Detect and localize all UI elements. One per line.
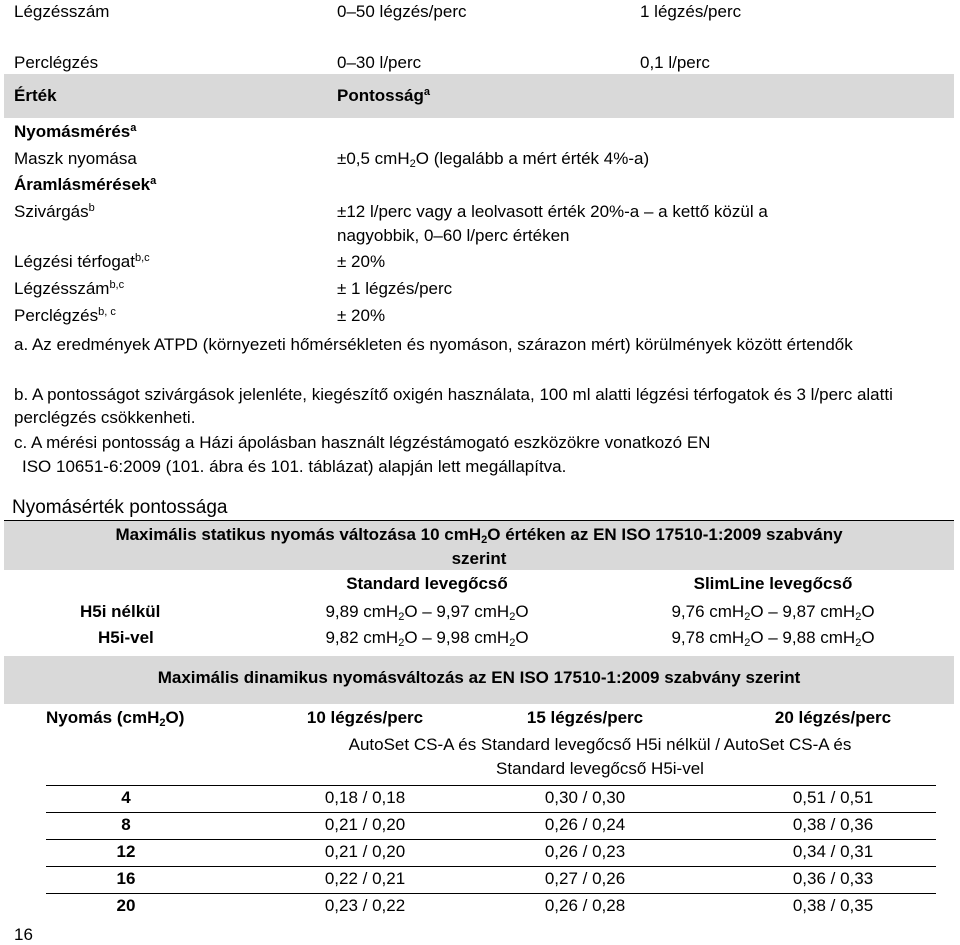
dynamic-cell-p: 4 (121, 788, 131, 807)
col-standard-tube: Standard levegőcső (346, 574, 508, 593)
row-rule (46, 866, 936, 867)
row-rule (46, 812, 936, 813)
dynamic-cell-v10: 0,22 / 0,21 (324, 869, 406, 888)
page-number: 16 (14, 925, 33, 944)
row-respiratory-rate-label: Légzésszám (14, 2, 110, 21)
dynamic-cell-v15: 0,26 / 0,24 (544, 815, 626, 834)
static-row-slimline-value: 9,78 cmH$_2$O – 9,88 cmH$_2$O (671, 628, 875, 649)
static-row-standard-value: 9,89 cmH$_2$O – 9,97 cmH$_2$O (325, 602, 529, 623)
dynamic-cell-p: 16 (116, 869, 136, 888)
accuracy-header-bar (4, 74, 954, 118)
dynamic-subtitle-line1: AutoSet CS-A és Standard levegőcső H5i nélkül / AutoSet CS-A és (348, 735, 852, 754)
static-row-standard-value: 9,82 cmH$_2$O – 9,98 cmH$_2$O (325, 628, 529, 649)
row-minute-ventilation-resolution: 0,1 l/perc (640, 53, 710, 72)
rr-accuracy-value: ± 1 légzés/perc (337, 279, 453, 298)
dynamic-cell-p: 20 (116, 896, 136, 915)
row-respiratory-rate-resolution: 1 légzés/perc (640, 2, 742, 21)
mv-accuracy-label: Perclégzés$^{b, c}$ (14, 306, 116, 325)
mv-accuracy-value: ± 20% (337, 306, 386, 325)
static-row-label: H5i-vel (98, 628, 154, 647)
accuracy-header-value: Érték (14, 86, 57, 105)
leak-value-line2: nagyobbik, 0–60 l/perc értéken (337, 226, 570, 245)
dynamic-subtitle-line2: Standard levegőcső H5i-vel (496, 759, 704, 778)
mask-pressure-label: Maszk nyomása (14, 149, 137, 168)
dynamic-cell-v20: 0,51 / 0,51 (792, 788, 874, 807)
dynamic-cell-v15: 0,30 / 0,30 (544, 788, 626, 807)
col-10-bpm: 10 légzés/perc (306, 708, 424, 727)
pressure-measurement-title: Nyomásmérés$^a$ (14, 122, 137, 141)
row-rule (46, 839, 936, 840)
dynamic-title: Maximális dinamikus nyomásváltozás az EN ISO 17510-1:2009 szabvány szerint (157, 668, 801, 687)
footnote-a: a. Az eredmények ATPD (környezeti hőmérsékleten és nyomáson, szárazon mért) körülmények között értendők (14, 335, 853, 354)
dynamic-cell-p: 8 (121, 815, 131, 834)
static-row-label: H5i nélkül (80, 602, 161, 621)
static-top-rule (4, 520, 954, 521)
leak-value-line1: ±12 l/perc vagy a leolvasott érték 20%-a – a kettő közül a (337, 202, 768, 221)
footnote-c-line2: ISO 10651-6:2009 (101. ábra és 101. táblázat) alapján lett megállapítva. (22, 457, 567, 476)
footnote-c-line1: c. A mérési pontosság a Házi ápolásban használt légzéstámogató eszközökre vonatkozó EN (14, 433, 711, 452)
mask-pressure-value: ±0,5 cmH$_2$O (legalább a mért érték 4%-a) (337, 149, 650, 170)
dynamic-cell-v10: 0,21 / 0,20 (324, 842, 406, 861)
dynamic-cell-v10: 0,23 / 0,22 (324, 896, 406, 915)
dynamic-cell-p: 12 (116, 842, 136, 861)
row-minute-ventilation-label: Perclégzés (14, 53, 99, 72)
flow-measurement-title: Áramlásmérések$^a$ (14, 175, 157, 194)
row-rule (46, 893, 936, 894)
col-15-bpm: 15 légzés/perc (526, 708, 644, 727)
dynamic-cell-v15: 0,27 / 0,26 (544, 869, 626, 888)
dynamic-cell-v10: 0,21 / 0,20 (324, 815, 406, 834)
rr-accuracy-label: Légzésszám$^{b,c}$ (14, 279, 125, 298)
static-row-slimline-value: 9,76 cmH$_2$O – 9,87 cmH$_2$O (671, 602, 875, 623)
static-title-line2: szerint (451, 549, 507, 568)
row-rule (46, 785, 936, 786)
row-respiratory-rate-range: 0–50 légzés/perc (337, 2, 467, 21)
section-heading: Nyomásérték pontossága (12, 497, 228, 518)
dynamic-cell-v15: 0,26 / 0,23 (544, 842, 626, 861)
dynamic-cell-v10: 0,18 / 0,18 (324, 788, 406, 807)
col-slimline-tube: SlimLine levegőcső (693, 574, 853, 593)
dynamic-cell-v20: 0,34 / 0,31 (792, 842, 874, 861)
accuracy-header-accuracy: Pontosság$^a$ (337, 86, 431, 105)
row-minute-ventilation-range: 0–30 l/perc (337, 53, 422, 72)
tidal-volume-value: ± 20% (337, 252, 386, 271)
leak-label: Szivárgás$^b$ (14, 202, 95, 221)
col-20-bpm: 20 légzés/perc (774, 708, 892, 727)
static-title-line1: Maximális statikus nyomás változása 10 cmH$_2$O értéken az EN ISO 17510-1:2009 szabvány (115, 525, 843, 546)
col-pressure: Nyomás (cmH$_2$O) (46, 708, 185, 729)
dynamic-cell-v20: 0,38 / 0,36 (792, 815, 874, 834)
dynamic-cell-v20: 0,38 / 0,35 (792, 896, 874, 915)
tidal-volume-label: Légzési térfogat$^{b,c}$ (14, 252, 150, 271)
dynamic-cell-v15: 0,26 / 0,28 (544, 896, 626, 915)
footnote-b: b. A pontosságot szivárgások jelenléte, kiegészítő oxigén használata, 100 ml alatti légzési térfogatok és 3 l/perc alatti perclégzés csökkenheti. (14, 385, 893, 427)
dynamic-cell-v20: 0,36 / 0,33 (792, 869, 874, 888)
